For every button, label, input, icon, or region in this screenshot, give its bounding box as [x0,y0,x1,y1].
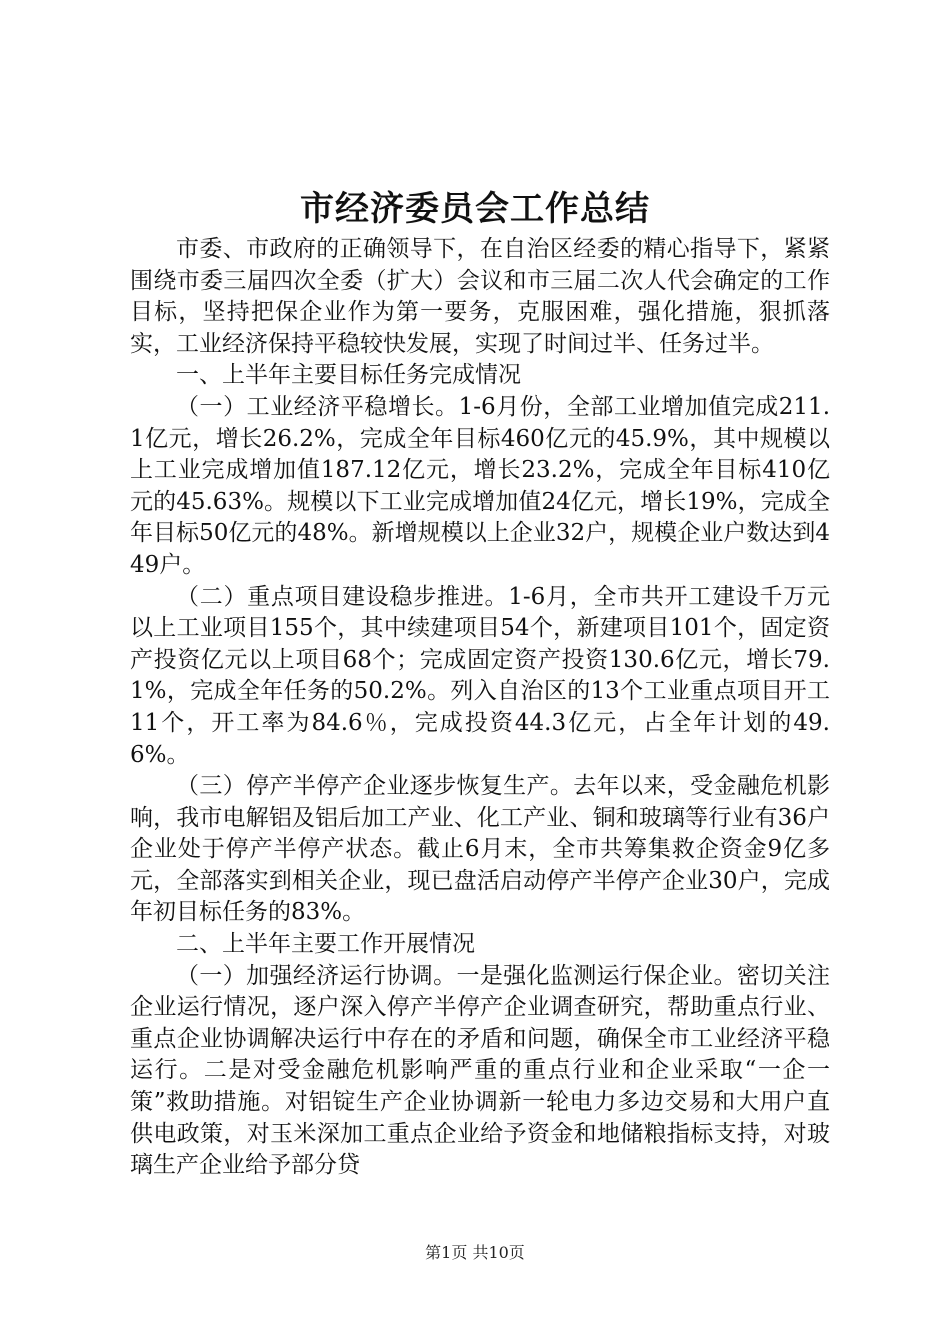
paragraph-industrial-growth: （一）工业经济平稳增长。1-6月份，全部工业增加值完成211.1亿元，增长26.2%，完成全年目标460亿元的45.9%，其中规模以上工业完成增加值187.12亿元，增长23.2%，完成全年目标410亿元的45.63%。规模以下工业完成增加值24亿元，增长19%，完成全年目标50亿元的48%。新增规模以上企业32户，规模企业户数达到449户。 [130,393,830,578]
page-number-footer: 第1页 共10页 [425,1243,525,1262]
section-heading-2: 二、上半年主要工作开展情况 [176,931,475,958]
section-heading-1: 一、上半年主要目标任务完成情况 [176,362,521,389]
document-body [130,234,830,1182]
paragraph-enterprise-recovery: （三）停产半停产企业逐步恢复生产。去年以来，受金融危机影响，我市电解铝及铝后加工产业、化工产业、铜和玻璃等行业有36户企业处于停产半停产状态。截止6月末，全市共筹集救企资金9亿多元，全部落实到相关企业，现已盘活启动停产半停产企业30户，完成年初目标任务的83%。 [130,773,830,926]
document-title: 市经济委员会工作总结 [300,189,650,229]
paragraph-economic-coordination: （一）加强经济运行协调。一是强化监测运行保企业。密切关注企业运行情况，逐户深入停产半停产企业调查研究，帮助重点行业、重点企业协调解决运行中存在的矛盾和问题，确保全市工业经济平稳运行。二是对受金融危机影响严重的重点行业和企业采取“一企一策”救助措施。对铝锭生产企业协调新一轮电力多边交易和大用户直供电政策，对玉米深加工重点企业给予资金和地储粮指标支持，对玻璃生产企业给予部分贷 [130,962,830,1179]
paragraph-key-projects: （二）重点项目建设稳步推进。1-6月，全市共开工建设千万元以上工业项目155个，其中续建项目54个，新建项目101个，固定资产投资亿元以上项目68个；完成固定资产投资130.6亿元，增长79.1%，完成全年任务的50.2%。列入自治区的13个工业重点项目开工11个，开工率为84.6％，完成投资44.3亿元，占全年计划的49.6%。 [130,583,830,768]
intro-paragraph: 市委、市政府的正确领导下，在自治区经委的精心指导下，紧紧围绕市委三届四次全委（扩大）会议和市三届二次人代会确定的工作目标，坚持把保企业作为第一要务，克服困难，强化措施，狠抓落实，工业经济保持平稳较快发展，实现了时间过半、任务过半。 [130,236,830,357]
